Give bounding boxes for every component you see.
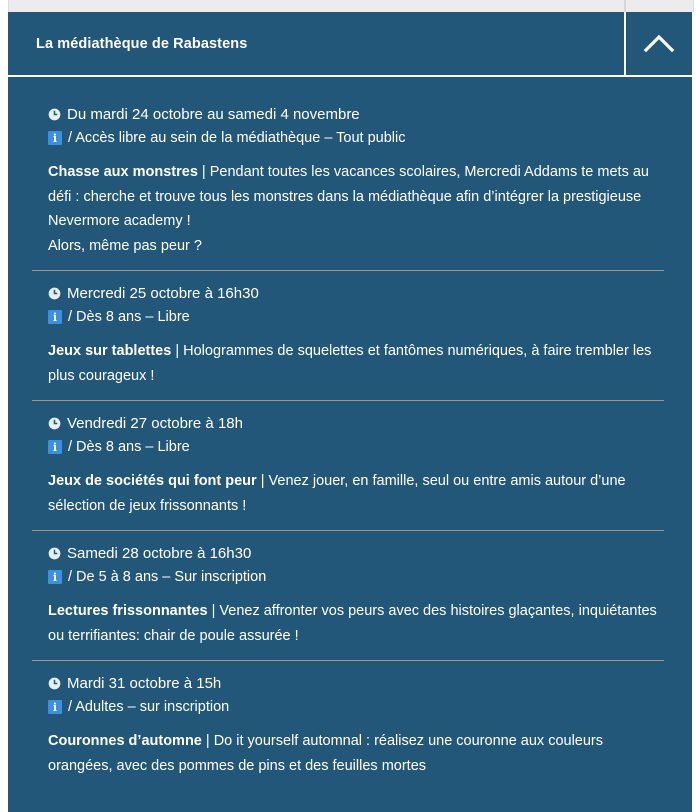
event-text: Hologrammes de squelettes et fantômes numériques, à faire trembler les plus courageux ! bbox=[48, 343, 652, 384]
event-info-line bbox=[48, 435, 664, 459]
event-description bbox=[48, 160, 664, 234]
event-date-line bbox=[48, 671, 664, 695]
event-separator: | bbox=[256, 473, 269, 489]
event-info-line bbox=[48, 565, 664, 589]
event-date-line bbox=[48, 411, 664, 435]
event-date: Du mardi 24 octobre au samedi 4 novembre bbox=[67, 105, 360, 123]
accordion-title: La médiathèque de Rabastens bbox=[36, 36, 248, 52]
event-title: Lectures frissonnantes bbox=[48, 603, 208, 619]
clock-icon bbox=[48, 677, 61, 690]
event-description bbox=[48, 469, 664, 518]
event-separator: | bbox=[207, 603, 220, 619]
clock-icon bbox=[48, 417, 61, 430]
event-title: Chasse aux monstres bbox=[48, 164, 198, 180]
collapse-button[interactable] bbox=[624, 12, 692, 75]
event-info: / De 5 à 8 ans – Sur inscription bbox=[68, 569, 267, 585]
event-date-line bbox=[48, 281, 664, 305]
event-info-line bbox=[48, 305, 664, 329]
event-text: Venez jouer, en famille, seul ou entre amis autour d’une sélection de jeux frissonnants ! bbox=[48, 473, 626, 514]
event-text: Pendant toutes les vacances scolaires, Mercredi Addams te mets au défi : cherche et trouve tous les monstres dans la médiathèque afin d’intégrer la prestigieuse Nevermore academy ! bbox=[48, 164, 649, 229]
info-icon: i bbox=[48, 310, 62, 324]
event-date: Samedi 28 octobre à 16h30 bbox=[67, 544, 252, 562]
event-date: Mardi 31 octobre à 15h bbox=[67, 674, 222, 692]
event-date-line bbox=[48, 541, 664, 565]
event-separator: | bbox=[201, 733, 214, 749]
accordion-panel bbox=[8, 12, 692, 812]
event-info: / Accès libre au sein de la médiathèque – Tout public bbox=[68, 130, 406, 146]
event-title: Jeux de sociétés qui font peur bbox=[48, 473, 257, 489]
event-text: Venez affronter vos peurs avec des histoires glaçantes, inquiétantes ou terrifiantes: chair de poule assurée ! bbox=[48, 603, 657, 644]
event-text: Do it yourself automnal : réalisez une couronne aux couleurs orangées, avec des pommes de pins et des feuilles mortes bbox=[48, 733, 604, 774]
top-strip bbox=[8, 0, 694, 12]
event-description bbox=[48, 339, 664, 388]
event-extra: Alors, même pas peur ? bbox=[48, 237, 202, 254]
event-date: Vendredi 27 octobre à 18h bbox=[67, 414, 243, 432]
accordion-header[interactable] bbox=[8, 12, 692, 77]
event-item bbox=[32, 661, 664, 790]
event-separator: | bbox=[197, 164, 210, 180]
event-info-line bbox=[48, 126, 664, 150]
chevron-up-icon bbox=[643, 33, 675, 53]
event-date: Mercredi 25 octobre à 16h30 bbox=[67, 284, 259, 302]
event-item bbox=[32, 271, 664, 401]
top-strip-divider bbox=[624, 0, 626, 12]
event-title: Couronnes d’automne bbox=[48, 733, 202, 749]
event-date-line bbox=[48, 102, 664, 126]
info-icon: i bbox=[48, 440, 62, 454]
event-separator: | bbox=[171, 343, 184, 359]
clock-icon bbox=[48, 287, 61, 300]
event-item bbox=[32, 531, 664, 661]
info-icon: i bbox=[48, 570, 62, 584]
event-list bbox=[32, 94, 664, 790]
clock-icon bbox=[48, 108, 61, 121]
clock-icon bbox=[48, 547, 61, 560]
event-item bbox=[32, 401, 664, 531]
event-description bbox=[48, 729, 664, 778]
event-info-line bbox=[48, 695, 664, 719]
event-info: / Dès 8 ans – Libre bbox=[68, 309, 190, 325]
event-item bbox=[32, 94, 664, 271]
info-icon: i bbox=[48, 131, 62, 145]
info-icon: i bbox=[48, 700, 62, 714]
event-info: / Adultes – sur inscription bbox=[68, 699, 230, 715]
event-info: / Dès 8 ans – Libre bbox=[68, 439, 190, 455]
event-description bbox=[48, 599, 664, 648]
event-title: Jeux sur tablettes bbox=[48, 343, 172, 359]
